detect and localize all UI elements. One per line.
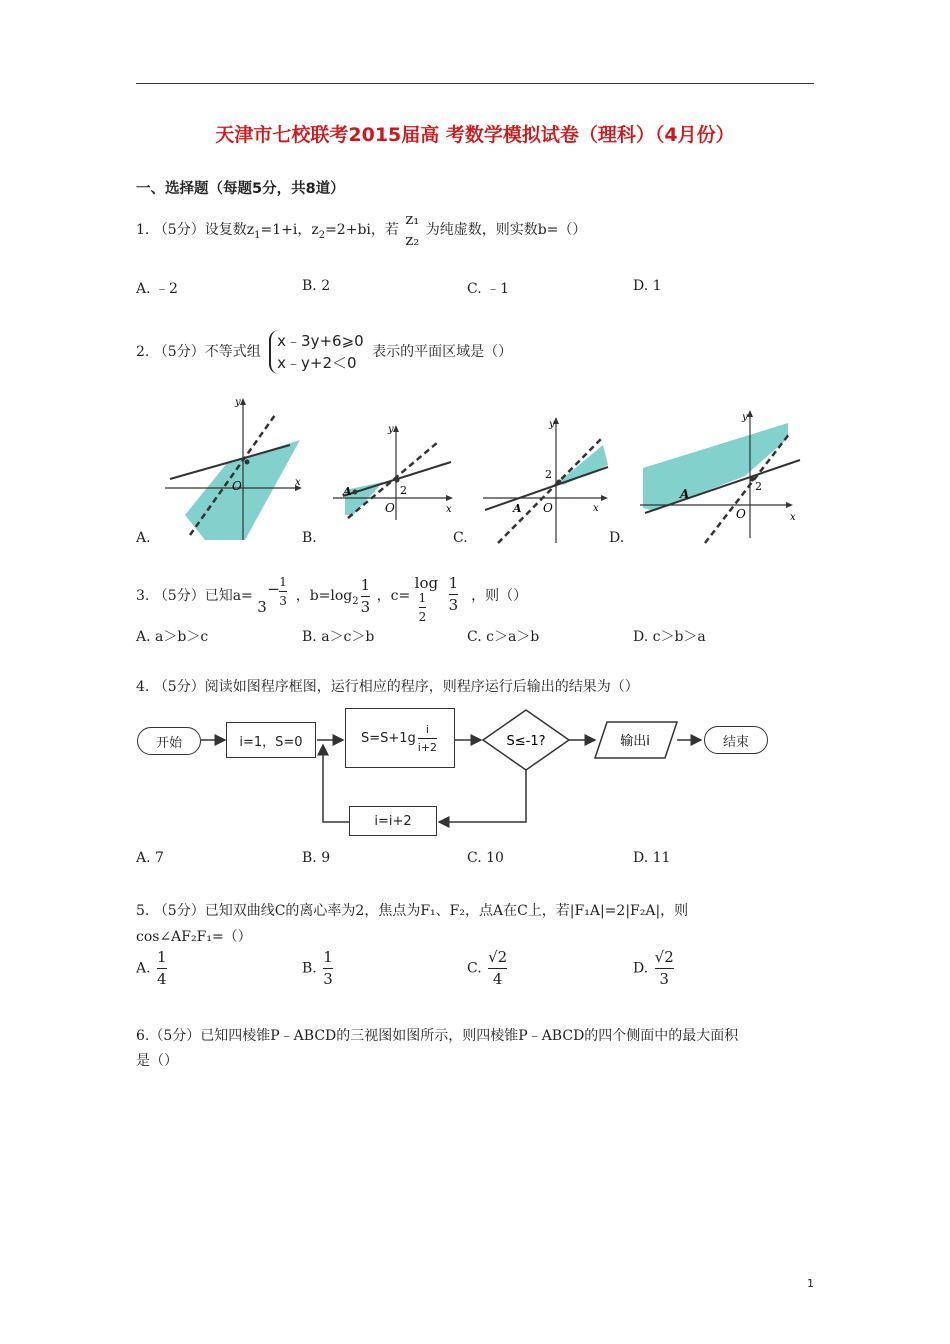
q1-option-d: D. 1 xyxy=(633,278,662,294)
svg-text:A: A xyxy=(513,502,522,515)
page-title: 天津市七校联考2015届高 考数学模拟试卷（理科）（4月份） xyxy=(215,124,735,146)
question-1: 1. （5分）设复数$z_1=1+i$，$z_2=2+bi$，若 z₁ z₂ 为纯虚数，则实数b=（） xyxy=(136,210,587,249)
q5-option-b: B. $\frac{1}{3}$ xyxy=(302,948,333,988)
svg-text:输出i: 输出i xyxy=(620,734,650,749)
svg-text:x: x xyxy=(593,503,599,514)
svg-text:y: y xyxy=(388,424,394,435)
q4-option-c: C. 10 xyxy=(467,850,504,866)
question-5-line-1: 5. （5分）已知双曲线C的离心率为2，焦点为F₁、F₂，点A在C上，若|F₁A|=2|F₂A|，则 xyxy=(136,903,689,919)
svg-text:S≤-1?: S≤-1? xyxy=(506,734,546,749)
flowchart xyxy=(135,700,775,840)
question-3: 3. （5分）已知a= 3 − $\frac{1}{3}$ ，$b=\log_2$ $\frac{1}{3}$ ，c= log $\frac{1}{2}$ $\frac{1}{3}$ ，则（） xyxy=(136,574,528,624)
power-a: 3 − $\frac{1}{3}$ xyxy=(257,575,287,616)
svg-text:O: O xyxy=(385,501,395,515)
region-c xyxy=(561,445,608,485)
q2-option-b: B. xyxy=(302,530,317,546)
q3-option-b: B. a＞c＞b xyxy=(302,629,375,645)
svg-text:y: y xyxy=(742,412,748,423)
svg-text:2: 2 xyxy=(755,480,762,493)
q2-option-a: A. xyxy=(136,530,151,546)
graph-b xyxy=(333,420,458,520)
log-c: log $\frac{1}{2}$ $\frac{1}{3}$ xyxy=(414,574,459,624)
q1-option-c: C. ﹣1 xyxy=(467,281,510,297)
question-4: 4. （5分）阅读如图程序框图，运行相应的程序，则程序运行后输出的结果为（） xyxy=(136,679,639,695)
q1-option-a: A. ﹣2 xyxy=(136,281,178,297)
q2-option-c: C. xyxy=(453,530,468,546)
q5-option-d: D. $\frac{√2}{3}$ xyxy=(633,948,674,988)
question-5-line-2: cos∠AF₂F₁=（） xyxy=(136,929,252,945)
svg-text:A: A xyxy=(680,487,690,501)
svg-text:y: y xyxy=(549,419,555,430)
svg-text:x: x xyxy=(446,504,452,515)
question-6-line-2: 是（） xyxy=(136,1053,178,1069)
page-number: 1 xyxy=(807,1277,814,1290)
q3-option-c: C. c＞a＞b xyxy=(467,629,540,645)
q5-option-a: A. $\frac{1}{4}$ xyxy=(136,948,167,988)
flow-start: 开始 xyxy=(137,727,201,755)
q4-option-d: D. 11 xyxy=(633,850,671,866)
question-6-line-1: 6.（5分）已知四棱锥P﹣ABCD的三视图如图所示，则四棱锥P﹣ABCD的四个侧面中的最大面积 xyxy=(136,1028,739,1044)
svg-text:A: A xyxy=(343,485,352,498)
flow-init: i=1，S=0 xyxy=(226,722,316,758)
section-heading: 一、选择题（每题5分，共8道） xyxy=(136,181,345,197)
q2-option-d: D. xyxy=(609,530,625,546)
flow-increment: i=i+2 xyxy=(349,806,437,836)
svg-text:y: y xyxy=(235,397,241,408)
q4-option-a: A. 7 xyxy=(136,850,164,866)
svg-text:O: O xyxy=(736,507,746,521)
graph-c xyxy=(483,415,613,545)
q1-option-b: B. 2 xyxy=(302,278,331,294)
header-rule xyxy=(136,83,814,84)
q3-option-d: D. c＞b＞a xyxy=(633,629,706,645)
svg-text:2: 2 xyxy=(545,468,552,481)
q4-option-b: B. 9 xyxy=(302,850,331,866)
svg-text:O: O xyxy=(232,479,242,493)
svg-text:2: 2 xyxy=(400,484,407,497)
q5-option-c: C. $\frac{√2}{4}$ xyxy=(467,948,508,988)
q3-option-a: A. a＞b＞c xyxy=(136,629,209,645)
svg-text:O: O xyxy=(543,501,553,515)
region-d xyxy=(643,423,788,511)
graph-d xyxy=(640,408,805,548)
flow-update: S=S+1g $\frac{i}{i+2}$ xyxy=(345,708,455,768)
svg-text:x: x xyxy=(790,512,796,523)
flow-end: 结束 xyxy=(704,726,768,754)
question-2: 2. （5分）不等式组 x﹣3y+6⩾0 x﹣y+2＜0 表示的平面区域是（） xyxy=(136,332,513,372)
graph-a xyxy=(165,395,305,545)
svg-text:x: x xyxy=(295,477,301,488)
fraction-z1-z2: z₁ z₂ xyxy=(405,210,420,249)
inequality-system: x﹣3y+6⩾0 x﹣y+2＜0 xyxy=(269,330,364,374)
